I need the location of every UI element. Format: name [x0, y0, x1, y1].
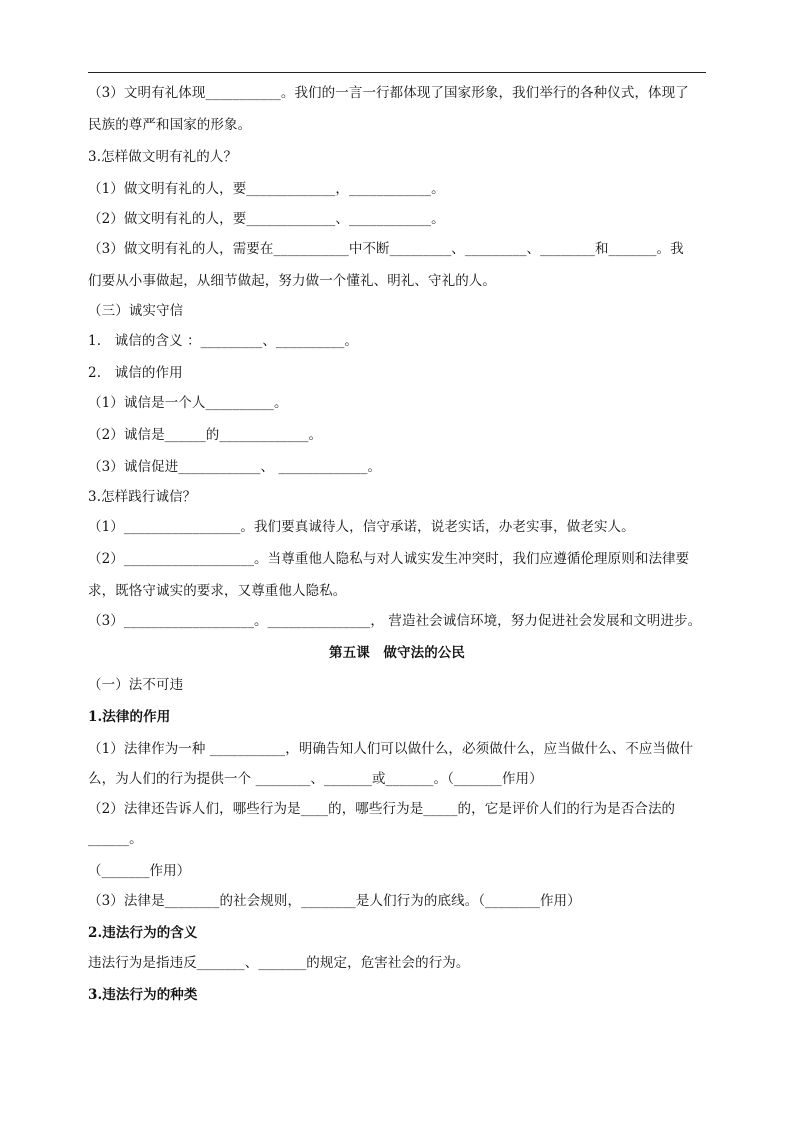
- text-line: 求，既恪守诚实的要求，又尊重他人隐私。: [88, 583, 347, 599]
- text-line: （1）法律作为一种 ___________，明确告知人们可以做什么，必须做什么，应当做什么、不应当做什: [88, 741, 694, 757]
- subsection-heading: 3.违法行为的种类: [88, 987, 198, 1003]
- lesson-title: 第五课 做守法的公民: [329, 645, 465, 661]
- text-line: （3）___________________。_______________， 营造社会诚信环境，努力促进社会发展和文明进步。: [88, 613, 702, 629]
- text-line: 们要从小事做起，从细节做起，努力做一个懂礼、明礼、守礼的人。: [88, 273, 496, 289]
- text-line: 么，为人们的行为提供一个 ________、_______或_______。（_______作用）: [88, 771, 543, 787]
- text-line: 1. 诚信的含义 ：_________、__________。: [88, 333, 359, 349]
- subsection-heading: 2.违法行为的含义: [88, 925, 198, 941]
- subsection-heading: 1.法律的作用: [88, 709, 171, 725]
- text-line: （3）法律是________的社会规则，________是人们行为的底线。（________作用）: [88, 893, 581, 909]
- text-line: （3）文明有礼体现___________。我们的一言一行都体现了国家形象，我们举行的各种仪式，体现了: [88, 85, 689, 101]
- text-line: （3）做文明有礼的人，需要在___________中不断_________、_________、________和_______。我: [88, 241, 684, 257]
- text-line: （2）做文明有礼的人，要_____________、____________。: [88, 211, 445, 227]
- text-line: 3.怎样做文明有礼的人？: [88, 149, 238, 165]
- text-line: 违法行为是指违反_______、_______的规定，危害社会的行为。: [88, 955, 470, 971]
- text-line: （_______作用）: [88, 863, 191, 879]
- text-line: ______。: [88, 831, 143, 847]
- text-line: （1）做文明有礼的人，要_____________，____________。: [88, 181, 445, 197]
- text-line: （1）_________________。我们要真诚待人，信守承诺，说老实话，办老实事，做老实人。: [88, 519, 635, 535]
- header-rule: [88, 72, 706, 73]
- text-line: （1）诚信是一个人__________。: [88, 395, 288, 411]
- text-line: 2. 诚信的作用: [88, 365, 183, 381]
- text-line: （3）诚信促进____________、 _____________。: [88, 459, 382, 475]
- text-line: 民族的尊严和国家的形象。: [88, 117, 252, 133]
- text-line: 3.怎样践行诚信？: [88, 489, 197, 505]
- text-line: （2）___________________。当尊重他人隐私与对人诚实发生冲突时，我们应遵循伦理原则和法律要: [88, 551, 690, 567]
- section-heading: （一）法不可违: [88, 677, 184, 693]
- section-heading: （三）诚实守信: [88, 303, 184, 319]
- text-line: （2）诚信是______的_____________。: [88, 427, 323, 443]
- text-line: （2）法律还告诉人们，哪些行为是____的，哪些行为是_____的，它是评价人们的行为是否合法的: [88, 801, 676, 817]
